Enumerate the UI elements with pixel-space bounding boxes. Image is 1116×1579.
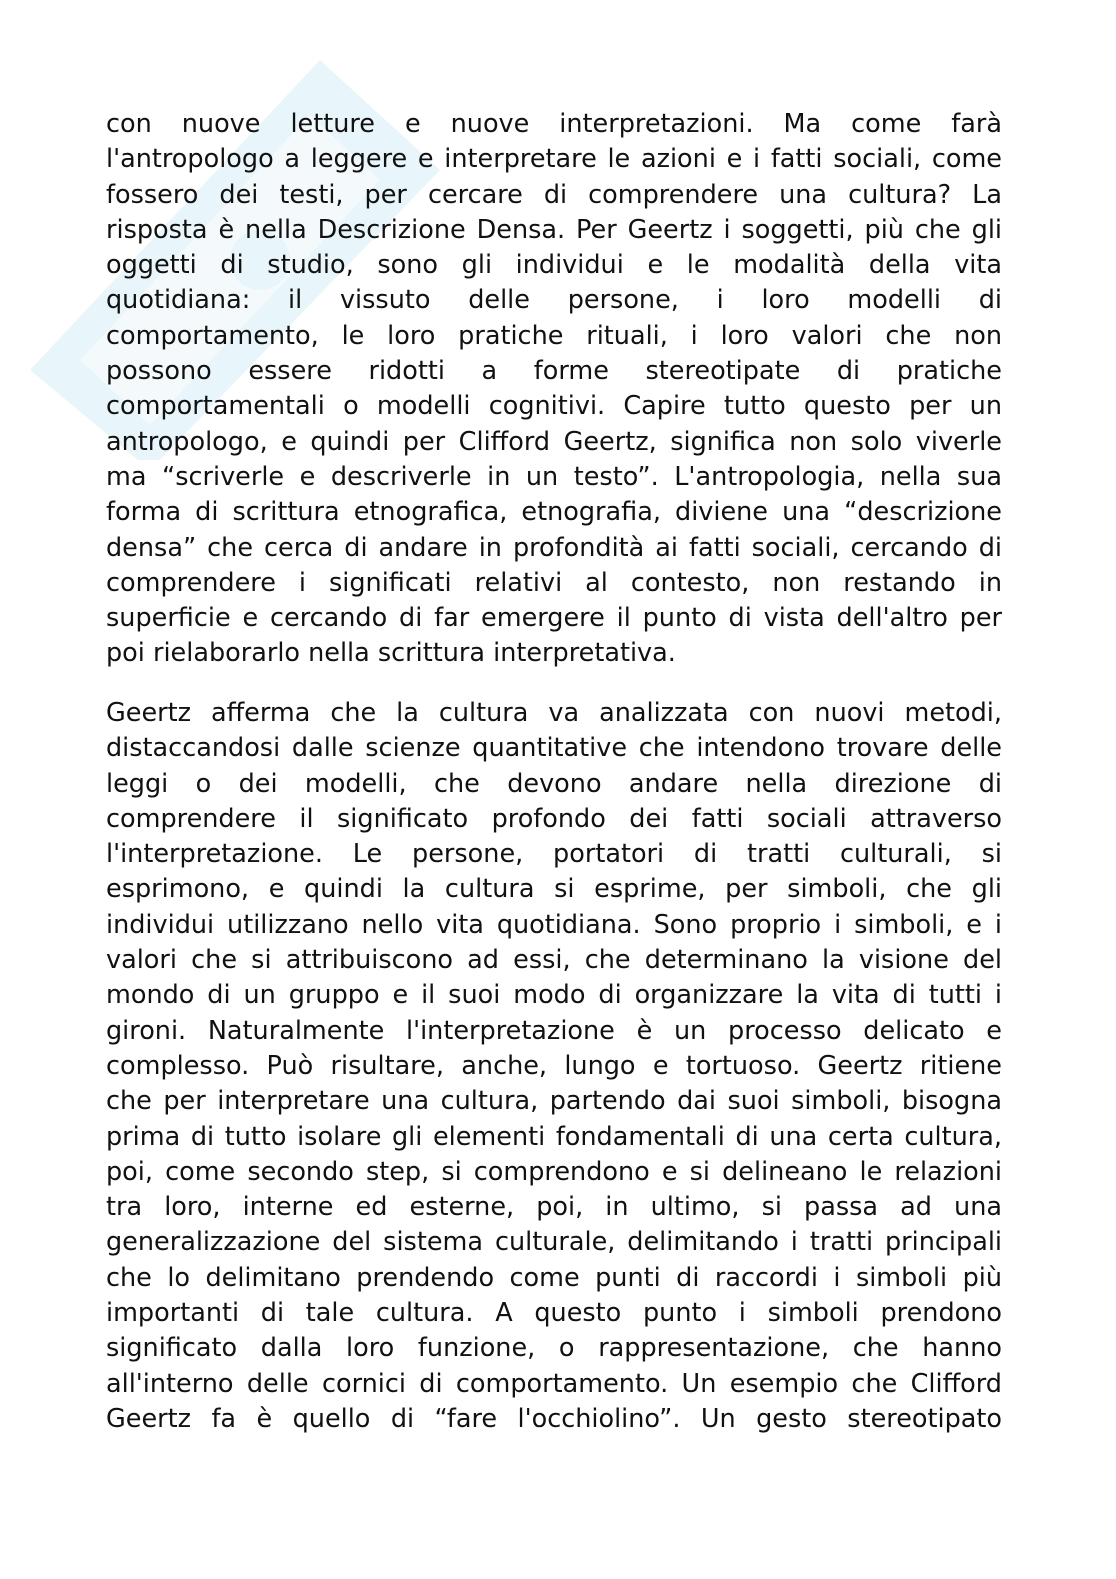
- paragraph-line: leggi o dei modelli, che devono andare nella direzione di: [106, 768, 1002, 799]
- paragraph-line: comportamento, le loro pratiche rituali, i loro valori che non: [106, 320, 1002, 351]
- paragraph-line: generalizzazione del sistema culturale, delimitando i tratti principali: [106, 1227, 1002, 1258]
- paragraph-line: Geertz afferma che la cultura va analizzata con nuovi metodi,: [106, 698, 1002, 728]
- paragraph-line: forma di scrittura etnografica, etnografia, diviene una “descrizione: [106, 497, 1002, 528]
- paragraph-line: tra loro, interne ed esterne, poi, in ultimo, si passa ad una: [106, 1192, 1002, 1223]
- paragraph-line: ma “scriverle e descriverle in un testo”. L'antropologia, nella sua: [106, 461, 1002, 492]
- paragraph-line: complesso. Può risultare, anche, lungo e tortuoso. Geertz ritiene: [106, 1050, 1002, 1081]
- paragraph-line: comprendere i significati relativi al contesto, non restando in: [106, 567, 1002, 598]
- paragraph-line: esprimono, e quindi la cultura si esprime, per simboli, che gli: [106, 874, 1002, 905]
- paragraph-line: superficie e cercando di far emergere il punto di vista dell'altro per: [106, 603, 1002, 634]
- paragraph-line: risposta è nella Descrizione Densa. Per Geertz i soggetti, più che gli: [106, 214, 1002, 245]
- paragraph-line: individui utilizzano nello vita quotidiana. Sono proprio i simboli, e i: [106, 909, 1002, 940]
- paragraph-line: comportamentali o modelli cognitivi. Capire tutto questo per un: [106, 391, 1002, 422]
- paragraph-line: poi rielaborarlo nella scrittura interpretativa.: [106, 638, 676, 669]
- paragraph-line: oggetti di studio, sono gli individui e le modalità della vita: [106, 250, 1002, 281]
- paragraph-line: prima di tutto isolare gli elementi fondamentali di una certa cultura,: [106, 1121, 1002, 1152]
- paragraph-line: importanti di tale cultura. A questo punto i simboli prendono: [106, 1298, 1002, 1329]
- paragraph-line: che per interpretare una cultura, partendo dai suoi simboli, bisogna: [106, 1086, 1002, 1117]
- paragraph-line: significato dalla loro funzione, o rappresentazione, che hanno: [106, 1333, 1002, 1364]
- paragraph-1: [106, 107, 1002, 672]
- paragraph-line: valori che si attribuiscono ad essi, che determinano la visione del: [106, 945, 1002, 976]
- paragraph-line: antropologo, e quindi per Clifford Geertz, significa non solo viverle: [106, 426, 1002, 457]
- paragraph-line: che lo delimitano prendendo come punti di raccordi i simboli più: [106, 1262, 1002, 1293]
- paragraph-line: l'interpretazione. Le persone, portatori di tratti culturali, si: [106, 839, 1002, 870]
- paragraph-line: Geertz fa è quello di “fare l'occhiolino”. Un gesto stereotipato: [106, 1403, 1002, 1434]
- paragraph-line: densa” che cerca di andare in profondità ai fatti sociali, cercando di: [106, 532, 1002, 563]
- paragraph-line: distaccandosi dalle scienze quantitative che intendono trovare delle: [106, 733, 1002, 764]
- paragraph-line: l'antropologo a leggere e interpretare le azioni e i fatti sociali, come: [106, 144, 1002, 175]
- paragraph-line: quotidiana: il vissuto delle persone, i loro modelli di: [106, 285, 1002, 316]
- paragraph-line: possono essere ridotti a forme stereotipate di pratiche: [106, 356, 1002, 387]
- paragraph-line: mondo di un gruppo e il suoi modo di organizzare la vita di tutti i: [106, 980, 1002, 1011]
- paragraph-line: fossero dei testi, per cercare di comprendere una cultura? La: [106, 179, 1002, 210]
- paragraph-line: con nuove letture e nuove interpretazioni. Ma come farà: [106, 109, 1002, 139]
- paragraph-line: all'interno delle cornici di comportamento. Un esempio che Clifford: [106, 1368, 1002, 1399]
- paragraph-line: gironi. Naturalmente l'interpretazione è un processo delicato e: [106, 1015, 1002, 1046]
- paragraph-line: poi, come secondo step, si comprendono e si delineano le relazioni: [106, 1156, 1002, 1187]
- paragraph-line: comprendere il significato profondo dei fatti sociali attraverso: [106, 803, 1002, 834]
- paragraph-2: [106, 696, 1002, 1437]
